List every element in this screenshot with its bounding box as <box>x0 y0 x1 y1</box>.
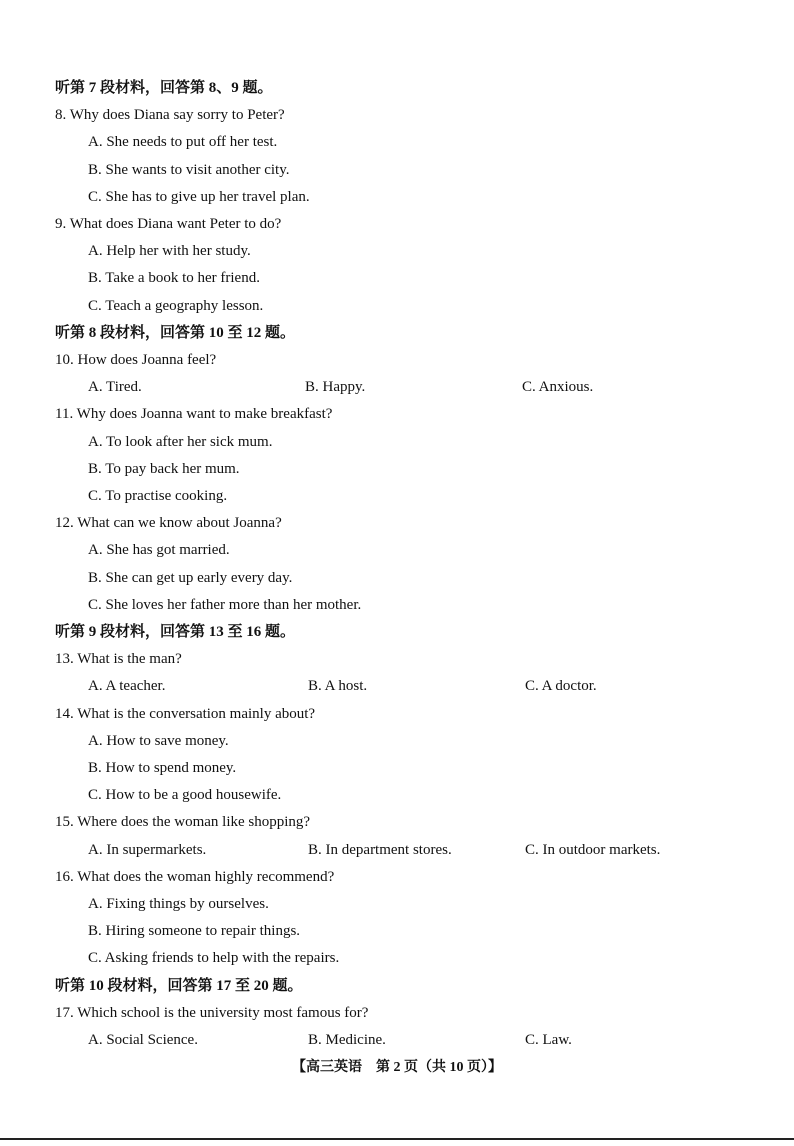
question-line <box>0 457 794 481</box>
section-heading <box>0 974 794 998</box>
line-text: B. She wants to visit another city. <box>88 161 290 178</box>
question-line <box>0 103 794 127</box>
answer-option: B. A host. <box>308 678 368 695</box>
page-footer: 【高三英语 第 2 页（共 10 页）】 <box>292 1060 502 1075</box>
section-heading-text: 听第 10 段材料，回答第 17 至 20 题。 <box>55 977 303 994</box>
question-line <box>0 212 794 236</box>
section-heading-text: 听第 7 段材料，回答第 8、9 题。 <box>55 80 273 96</box>
question-line <box>0 1001 794 1025</box>
question-line <box>0 294 794 318</box>
question-line <box>0 511 794 535</box>
line-text: B. Hiring someone to repair things. <box>88 923 301 940</box>
question-line <box>0 919 794 943</box>
line-text: A. To look after her sick mum. <box>88 433 273 450</box>
line-text: C. How to be a good housewife. <box>88 787 282 804</box>
question-line <box>0 756 794 780</box>
section-heading-text: 听第 8 段材料，回答第 10 至 12 题。 <box>55 324 296 341</box>
line-text: 8. Why does Diana say sorry to Peter? <box>55 107 285 124</box>
question-line <box>0 402 794 426</box>
question-line <box>0 783 794 807</box>
question-line <box>0 348 794 372</box>
answer-option: B. Medicine. <box>308 1032 386 1048</box>
line-text: 16. What does the woman highly recommend? <box>55 868 335 885</box>
question-line <box>0 130 794 154</box>
line-text: A. Fixing things by ourselves. <box>88 896 269 912</box>
line-text: C. Asking friends to help with the repairs. <box>88 950 340 967</box>
line-text: B. Take a book to her friend. <box>88 270 260 287</box>
bottom-rule <box>0 1138 794 1140</box>
question-line <box>0 865 794 889</box>
question-line <box>0 484 794 508</box>
line-text: C. She loves her father more than her mother. <box>88 596 362 613</box>
line-text: 13. What is the man? <box>55 651 182 668</box>
line-text: 14. What is the conversation mainly about? <box>55 705 316 722</box>
line-text: C. Teach a geography lesson. <box>88 297 264 314</box>
answer-option: C. In outdoor markets. <box>525 841 661 858</box>
answer-option: B. In department stores. <box>308 841 452 858</box>
line-text: 17. Which school is the university most famous for? <box>55 1004 369 1021</box>
line-text: C. To practise cooking. <box>88 488 228 504</box>
line-text: 10. How does Joanna feel? <box>55 352 217 368</box>
answer-option: A. Tired. <box>88 379 142 396</box>
question-line <box>0 810 794 834</box>
line-text: 11. Why does Joanna want to make breakfast? <box>55 406 333 423</box>
question-line <box>0 892 794 916</box>
line-text: A. She needs to put off her test. <box>88 134 278 151</box>
question-line <box>0 729 794 753</box>
line-text: 15. Where does the woman like shopping? <box>55 814 311 831</box>
question-line <box>0 538 794 562</box>
line-text: A. She has got married. <box>88 542 230 559</box>
section-heading-text: 听第 9 段材料，回答第 13 至 16 题。 <box>55 624 296 640</box>
line-text: A. Help her with her study. <box>88 243 251 260</box>
answer-option: A. A teacher. <box>88 678 166 695</box>
answer-option: C. Law. <box>525 1032 572 1048</box>
line-text: 12. What can we know about Joanna? <box>55 515 282 532</box>
line-text: C. She has to give up her travel plan. <box>88 188 310 205</box>
question-line <box>0 375 794 399</box>
question-line <box>0 430 794 454</box>
question-line <box>0 185 794 209</box>
answer-option: B. Happy. <box>305 379 366 396</box>
question-line <box>0 674 794 698</box>
answer-option: A. Social Science. <box>88 1032 198 1048</box>
answer-option: C. A doctor. <box>525 678 597 695</box>
answer-option: C. Anxious. <box>522 379 594 396</box>
line-text: B. To pay back her mum. <box>88 460 240 477</box>
question-line <box>0 593 794 617</box>
question-line <box>0 702 794 726</box>
question-line <box>0 838 794 862</box>
question-line <box>0 266 794 290</box>
question-line <box>0 239 794 263</box>
line-text: 9. What does Diana want Peter to do? <box>55 216 282 232</box>
question-line <box>0 158 794 182</box>
section-heading <box>0 321 794 345</box>
line-text: A. How to save money. <box>88 732 229 749</box>
section-heading <box>0 76 794 100</box>
question-line <box>0 1028 794 1052</box>
question-line <box>0 647 794 671</box>
line-text: B. How to spend money. <box>88 760 237 776</box>
answer-option: A. In supermarkets. <box>88 841 207 858</box>
line-text: B. She can get up early every day. <box>88 569 293 586</box>
question-line <box>0 566 794 590</box>
section-heading <box>0 620 794 644</box>
question-line <box>0 946 794 970</box>
